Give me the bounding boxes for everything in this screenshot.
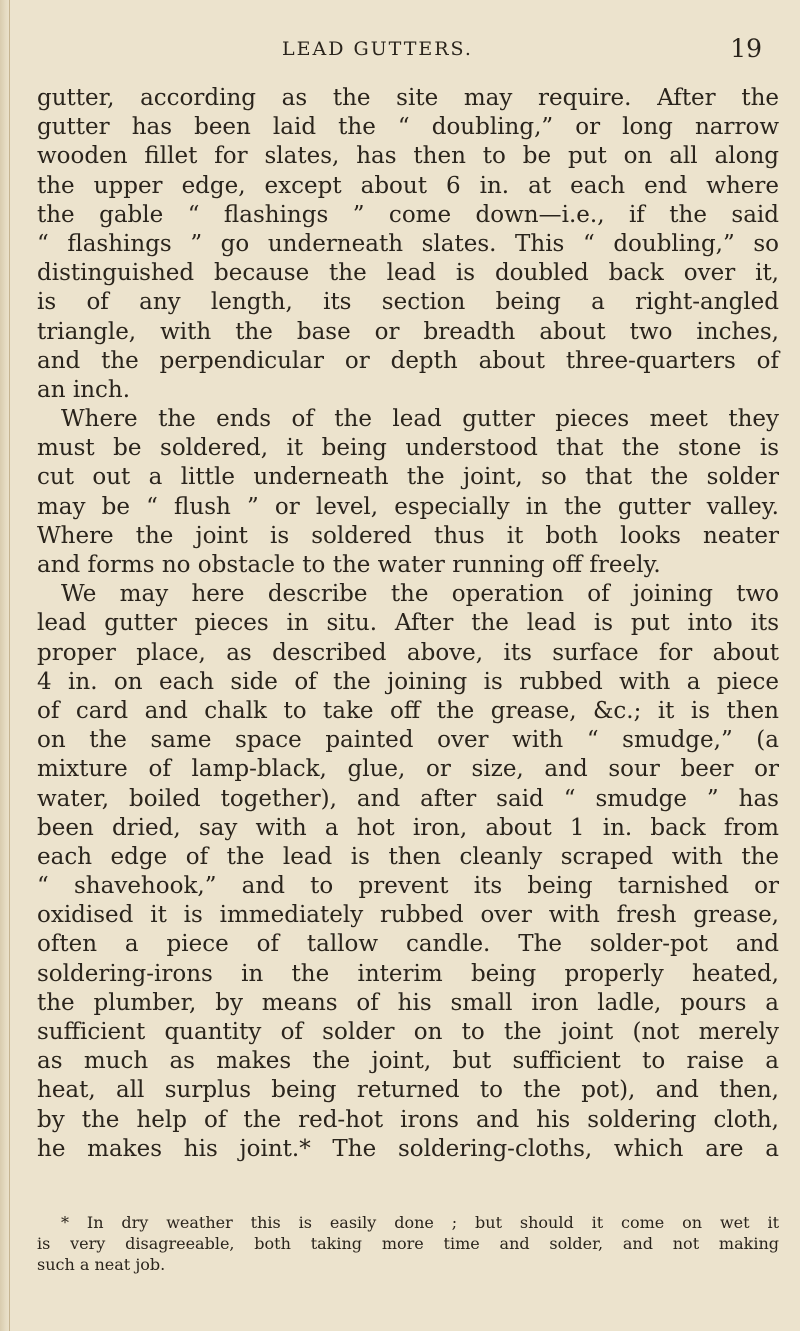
text-line: Where the joint is soldered thus it both looks neater xyxy=(37,522,779,549)
footnote xyxy=(37,1212,779,1275)
text-line: must be soldered, it being understood that the stone is xyxy=(37,435,779,462)
text-line: may be “ flush ” or level, especially in the gutter valley. xyxy=(37,493,779,520)
text-line: water, boiled together), and after said “ smudge ” has xyxy=(37,785,779,812)
text-line: distinguished because the lead is doubled back over it, xyxy=(37,260,779,287)
footnote-line: such a neat job. xyxy=(37,1255,166,1274)
body-text xyxy=(37,84,779,1164)
text-line: an inch. xyxy=(37,376,131,403)
text-line: he makes his joint.* The soldering-cloths, which are a xyxy=(37,1135,779,1162)
text-line: the upper edge, except about 6 in. at each end where xyxy=(37,172,779,199)
text-line: lead gutter pieces in situ. After the lead is put into its xyxy=(37,610,779,637)
text-line: gutter has been laid the “ doubling,” or long narrow xyxy=(37,114,779,141)
text-line: by the help of the red-hot irons and his soldering cloth, xyxy=(37,1106,779,1133)
text-line: “ flashings ” go underneath slates. This “ doubling,” so xyxy=(37,230,779,257)
text-line: on the same space painted over with “ smudge,” (a xyxy=(37,727,779,754)
text-line: often a piece of tallow candle. The solder-pot and xyxy=(37,931,779,958)
text-line: cut out a little underneath the joint, so that the solder xyxy=(37,464,779,491)
text-line: heat, all surplus being returned to the pot), and then, xyxy=(37,1077,779,1104)
text-line: of card and chalk to take off the grease, &c.; it is then xyxy=(37,697,779,724)
text-line: as much as makes the joint, but sufficient to raise a xyxy=(37,1048,779,1075)
text-line: Where the ends of the lead gutter pieces meet they xyxy=(61,406,779,433)
text-line: triangle, with the base or breadth about two inches, xyxy=(37,318,779,345)
running-head: LEAD GUTTERS. xyxy=(282,38,473,60)
text-line: sufficient quantity of solder on to the joint (not merely xyxy=(37,1019,779,1045)
text-line: been dried, say with a hot iron, about 1 in. back from xyxy=(37,814,779,841)
text-line: each edge of the lead is then cleanly scraped with the xyxy=(37,843,779,870)
footnote-line: is very disagreeable, both taking more time and solder, and not making xyxy=(37,1234,779,1253)
text-line: We may here describe the operation of joining two xyxy=(61,581,779,608)
text-line: mixture of lamp-black, glue, or size, and sour beer or xyxy=(37,756,779,783)
text-line: soldering-irons in the interim being properly heated, xyxy=(37,960,779,987)
text-line: and the perpendicular or depth about three-quarters of xyxy=(37,347,779,374)
text-line: and forms no obstacle to the water running off freely. xyxy=(37,552,661,578)
page-header xyxy=(282,34,762,68)
footnote-line: * In dry weather this is easily done ; but should it come on wet it xyxy=(61,1213,779,1232)
text-line: “ shavehook,” and to prevent its being tarnished or xyxy=(37,873,779,900)
text-line: 4 in. on each side of the joining is rubbed with a piece xyxy=(37,668,779,695)
text-line: oxidised it is immediately rubbed over with fresh grease, xyxy=(37,902,779,929)
text-line: wooden fillet for slates, has then to be put on all along xyxy=(37,143,779,170)
page-binding-line xyxy=(9,0,10,1331)
text-line: the gable “ flashings ” come down—i.e., if the said xyxy=(37,201,779,228)
page-number: 19 xyxy=(730,34,762,63)
text-line: gutter, according as the site may require. After the xyxy=(37,85,779,111)
text-line: proper place, as described above, its surface for about xyxy=(37,639,779,666)
text-line: is of any length, its section being a right-angled xyxy=(37,289,779,316)
text-line: the plumber, by means of his small iron ladle, pours a xyxy=(37,989,779,1016)
